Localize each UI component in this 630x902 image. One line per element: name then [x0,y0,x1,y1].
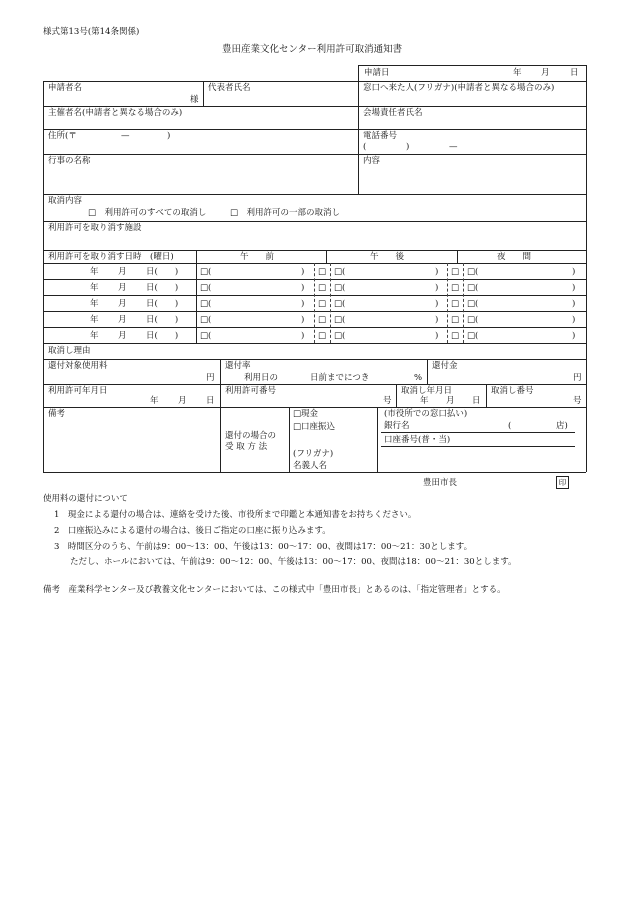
content-label: 内容 [363,156,381,166]
cancel-day: 日 [472,396,481,406]
permit-number-label: 利用許可番号 [225,386,277,396]
representative-label: 代表者氏名 [208,83,251,93]
cancel-partial-option: □ 利用許可の一部の取消し [230,208,341,218]
event-label: 行事の名称 [48,156,91,166]
days-before: 日前までにつき [310,373,370,383]
refund-fee-yen: 円 [206,373,215,383]
account-number-label: 口座番号(普・当) [384,435,451,445]
usage-day-prefix: 利用日の [244,373,279,383]
facility-label: 利用許可を取り消す施設 [48,223,142,233]
form-number-label: 様式第13号(第14条関係) [43,27,140,37]
request-month: 月 [541,68,550,78]
schedule-night-header: 夜 間 [497,252,532,262]
visitor-label: 窓口へ来た人(フリガナ)(申請者と異なる場合のみ) [363,83,555,93]
reason-label: 取消し理由 [48,346,91,356]
applicant-label: 申請者名 [48,83,83,93]
request-day: 日 [570,68,579,78]
refund-method-line2: 受 取 方 法 [225,442,268,452]
cancel-month: 月 [446,396,455,406]
phone-open: ( [363,142,367,152]
footer-remark: 備考 産業科学センター及び教養文化センターにおいては、この様式中「豊田市長」とあるのは、「指定管理者」とする。 [43,585,506,595]
refund-rate-label: 還付率 [225,361,251,371]
notes-heading: 使用料の還付について [43,494,128,504]
refund-amount-yen: 円 [573,373,582,383]
host-label: 主催者名(申請者と異なる場合のみ) [48,108,183,118]
address-dash: — [121,131,130,141]
note-item: ただし、ホールにおいては、午前は9：00～12：00、午後は13：00～17：00、夜間は18：00～21：30とします。 [70,557,517,567]
note-item: 2 口座振込みによる還付の場合は、後日ご指定の口座に振り込みます。 [54,526,331,536]
schedule-am-header: 午 前 [240,252,275,262]
counter-payment-note: (市役所での窓口払い) [384,409,468,419]
honorific: 様 [190,95,199,105]
permit-date-label: 利用許可年月日 [48,386,108,396]
permit-number-go: 号 [383,396,392,406]
cancel-year: 年 [420,396,429,406]
phone-close: ) [406,142,410,152]
remarks-label: 備考 [48,409,66,419]
permit-month: 月 [178,396,187,406]
schedule-pm-header: 午 後 [370,252,405,262]
cancel-number-go: 号 [573,396,582,406]
schedule-date-header: 利用許可を取り消す日時 (曜日) [48,252,174,262]
refund-method-line1: 還付の場合の [225,431,277,441]
request-date-label: 申請日 [364,68,390,78]
percent-sign: % [414,373,423,383]
bank-name-label: 銀行名 [384,421,410,431]
address-close: ) [167,131,171,141]
furigana-label: (フリガナ) [293,449,334,459]
refund-amount-label: 還付金 [432,361,458,371]
cancel-number-label: 取消し番号 [491,386,534,396]
permit-day: 日 [206,396,215,406]
phone-label: 電話番号 [363,131,398,141]
branch-open: ( [508,421,512,431]
request-year: 年 [513,68,522,78]
cancel-content-label: 取消内容 [48,196,83,206]
account-name-label: 名義人名 [293,461,328,471]
cancel-date-label: 取消し年月日 [401,386,453,396]
note-item: 3 時間区分のうち、午前は9：00～13：00、午後は13：00～17：00、夜間は17：00～21：30とします。 [54,542,473,552]
phone-dash: — [449,142,458,152]
seal-mark: 印 [556,476,569,489]
responsible-label: 会場責任者氏名 [363,108,423,118]
cancel-all-option: □ 利用許可のすべての取消し [88,208,207,218]
note-item: 1 現金による還付の場合は、連絡を受けた後、市役所まで印鑑と本通知書をお持ちください。 [54,510,417,520]
address-label: 住所(〒 [48,131,77,141]
cash-option: □現金 [293,409,319,419]
mayor-label: 豊田市長 [423,478,458,488]
branch-label: 店) [556,421,568,431]
permit-year: 年 [150,396,159,406]
document-title: 豊田産業文化センター利用許可取消通知書 [222,44,403,55]
refund-fee-label: 還付対象使用料 [48,361,108,371]
transfer-option: □口座振込 [293,422,336,432]
